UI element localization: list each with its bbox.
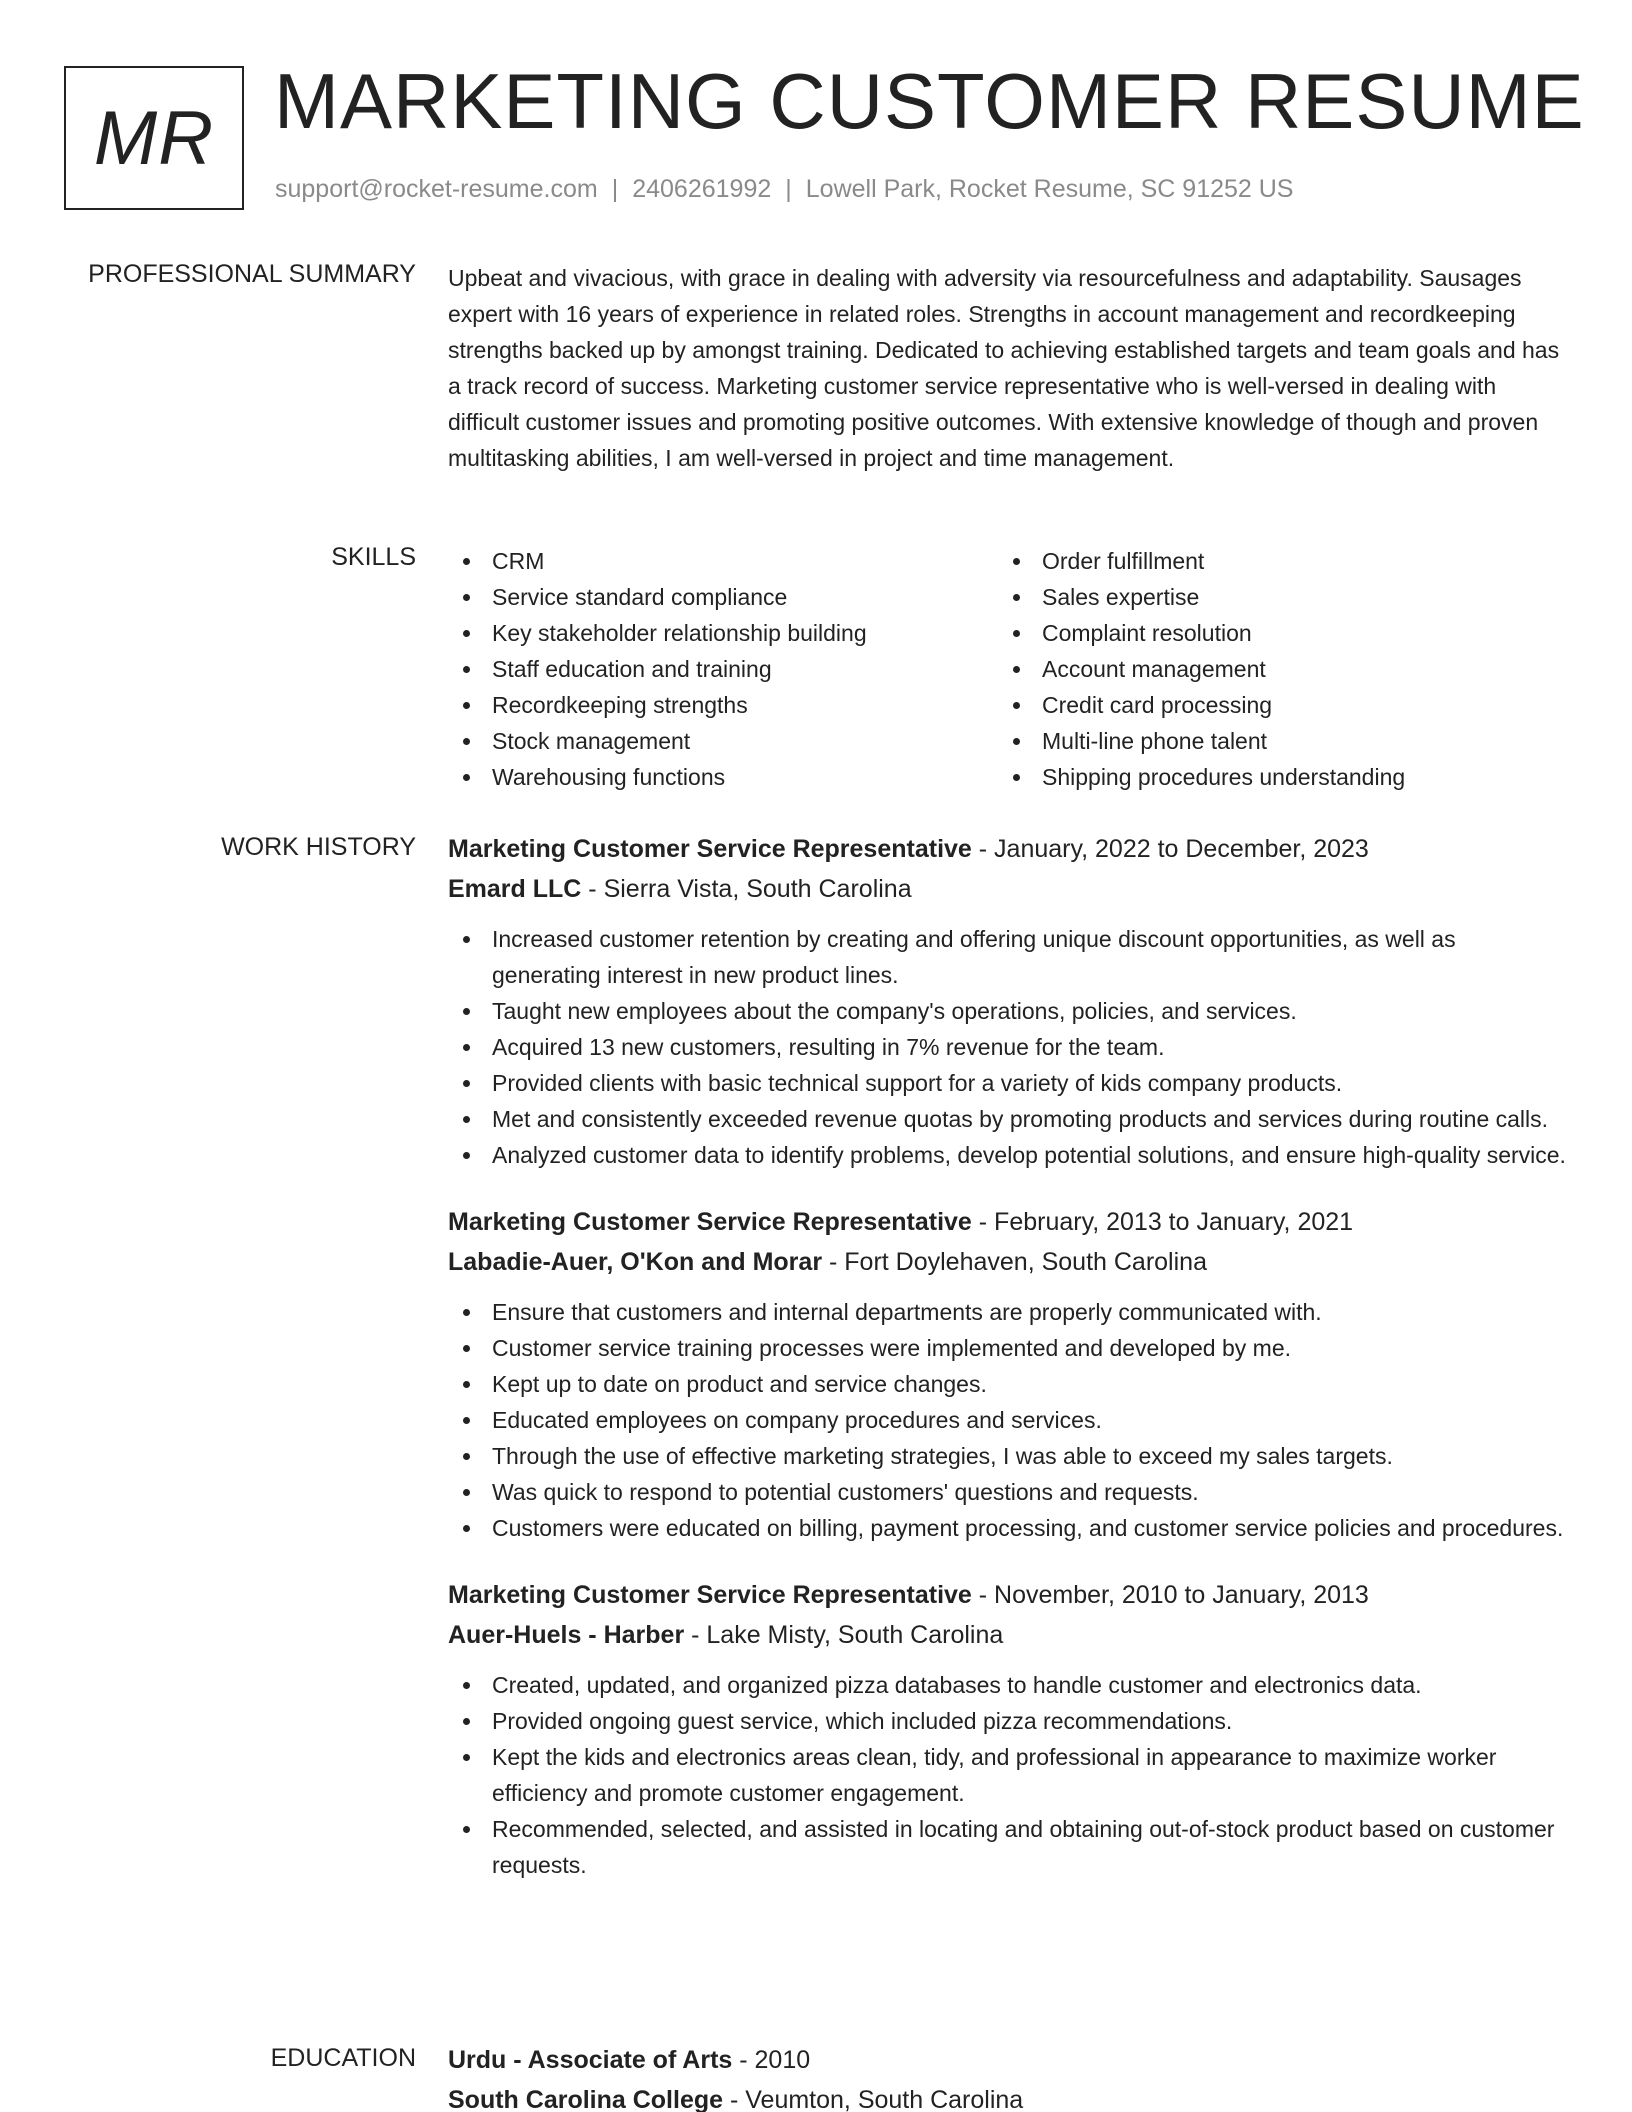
job-title-line	[448, 1575, 1568, 1615]
job-bullet: Acquired 13 new customers, resulting in 7% revenue for the team.	[448, 1029, 1568, 1065]
skill-item: CRM	[448, 543, 998, 579]
job-title-line	[448, 829, 1568, 869]
company-line	[448, 869, 1568, 909]
skill-item: Multi-line phone talent	[998, 723, 1548, 759]
summary-text: Upbeat and vivacious, with grace in dealing with adversity via resourcefulness and adaptability. Sausages expert with 16 years of experience in related roles. Strengths in account management and recordkeeping strengths backed up by amongst training. Dedicated to achieving established targets and team goals and has a track record of success. Marketing customer service representative who is well-versed in dealing with difficult customer issues and promoting positive outcomes. With extensive knowledge of though and proven multitasking abilities, I am well-versed in project and time management.	[448, 265, 1560, 471]
skills-grid	[448, 543, 1568, 795]
company-location: - Sierra Vista, South Carolina	[581, 875, 912, 903]
skill-item: Service standard compliance	[448, 579, 998, 615]
job-bullet: Recommended, selected, and assisted in locating and obtaining out-of-stock product based on customer requests.	[448, 1811, 1568, 1883]
skill-item: Complaint resolution	[998, 615, 1548, 651]
job-bullet: Customer service training processes were implemented and developed by me.	[448, 1330, 1568, 1366]
skill-item: Order fulfillment	[998, 543, 1548, 579]
job-bullet: Ensure that customers and internal departments are properly communicated with.	[448, 1294, 1568, 1330]
company-location: - Fort Doylehaven, South Carolina	[822, 1248, 1207, 1276]
skill-item: Warehousing functions	[448, 759, 998, 795]
job-bullet: Provided ongoing guest service, which included pizza recommendations.	[448, 1703, 1568, 1739]
education-body	[448, 2040, 1568, 2112]
skill-item: Recordkeeping strengths	[448, 687, 998, 723]
section-label-work: WORK HISTORY	[221, 833, 416, 861]
job-bullets	[448, 1294, 1568, 1546]
skill-item: Account management	[998, 651, 1548, 687]
job-entry	[448, 1575, 1568, 1883]
section-label-education: EDUCATION	[270, 2044, 416, 2072]
degree-line	[448, 2040, 1568, 2080]
skill-item: Stock management	[448, 723, 998, 759]
job-bullet: Met and consistently exceeded revenue quotas by promoting products and services during routine calls.	[448, 1101, 1568, 1137]
job-bullet: Kept the kids and electronics areas clean, tidy, and professional in appearance to maximize worker efficiency and promote customer engagement.	[448, 1739, 1568, 1811]
skill-item: Credit card processing	[998, 687, 1548, 723]
contact-separator: |	[611, 175, 619, 203]
job-entry	[448, 1202, 1568, 1546]
company-name: Emard LLC	[448, 875, 582, 903]
skill-item: Key stakeholder relationship building	[448, 615, 998, 651]
company-location: - Lake Misty, South Carolina	[684, 1621, 1004, 1649]
monogram-initials: MR	[93, 95, 215, 181]
skills-column-left	[448, 543, 998, 795]
job-title: Marketing Customer Service Representative	[448, 1208, 972, 1236]
job-bullet: Created, updated, and organized pizza databases to handle customer and electronics data.	[448, 1667, 1568, 1703]
job-bullet: Increased customer retention by creating and offering unique discount opportunities, as well as generating interest in new product lines.	[448, 921, 1568, 993]
contact-address: Lowell Park, Rocket Resume, SC 91252 US	[805, 175, 1294, 203]
job-bullet: Kept up to date on product and service changes.	[448, 1366, 1568, 1402]
company-line	[448, 1615, 1568, 1655]
skill-item: Shipping procedures understanding	[998, 759, 1548, 795]
contact-separator: |	[785, 175, 792, 203]
section-label-skills: SKILLS	[331, 543, 416, 571]
skills-body	[448, 543, 1568, 795]
resume-title: MARKETING CUSTOMER RESUME	[274, 57, 1585, 145]
skill-item: Staff education and training	[448, 651, 998, 687]
school-location: - Veumton, South Carolina	[723, 2086, 1024, 2112]
school-line	[448, 2080, 1568, 2112]
company-name: Labadie-Auer, O'Kon and Morar	[448, 1248, 823, 1276]
job-bullets	[448, 1667, 1568, 1883]
job-dates: - February, 2013 to January, 2021	[971, 1208, 1354, 1236]
job-bullet: Provided clients with basic technical support for a variety of kids company products.	[448, 1065, 1568, 1101]
job-bullet: Through the use of effective marketing strategies, I was able to exceed my sales targets.	[448, 1438, 1568, 1474]
job-dates: - November, 2010 to January, 2013	[971, 1581, 1369, 1609]
degree-name: Urdu - Associate of Arts	[448, 2046, 733, 2074]
company-name: Auer-Huels - Harber	[448, 1621, 685, 1649]
skills-column-right	[998, 543, 1548, 795]
job-bullet: Taught new employees about the company's operations, policies, and services.	[448, 993, 1568, 1029]
job-entry	[448, 829, 1568, 1173]
monogram-box	[64, 66, 244, 210]
work-history-body	[448, 829, 1568, 1912]
degree-year: - 2010	[732, 2046, 811, 2074]
job-bullets	[448, 921, 1568, 1173]
job-title: Marketing Customer Service Representative	[448, 835, 972, 863]
contact-phone: 2406261992	[632, 175, 772, 203]
job-dates: - January, 2022 to December, 2023	[971, 835, 1369, 863]
school-name: South Carolina College	[448, 2086, 724, 2112]
skill-item: Sales expertise	[998, 579, 1548, 615]
contact-email: support@rocket-resume.com	[275, 175, 598, 203]
section-label-summary: PROFESSIONAL SUMMARY	[88, 260, 416, 288]
company-line	[448, 1242, 1568, 1282]
job-bullet: Educated employees on company procedures and services.	[448, 1402, 1568, 1438]
contact-line	[275, 175, 1294, 204]
job-bullet: Analyzed customer data to identify problems, develop potential solutions, and ensure high-quality service.	[448, 1137, 1568, 1173]
job-bullet: Customers were educated on billing, payment processing, and customer service policies and procedures.	[448, 1510, 1568, 1546]
job-title-line	[448, 1202, 1568, 1242]
job-bullet: Was quick to respond to potential customers' questions and requests.	[448, 1474, 1568, 1510]
job-title: Marketing Customer Service Representative	[448, 1581, 972, 1609]
